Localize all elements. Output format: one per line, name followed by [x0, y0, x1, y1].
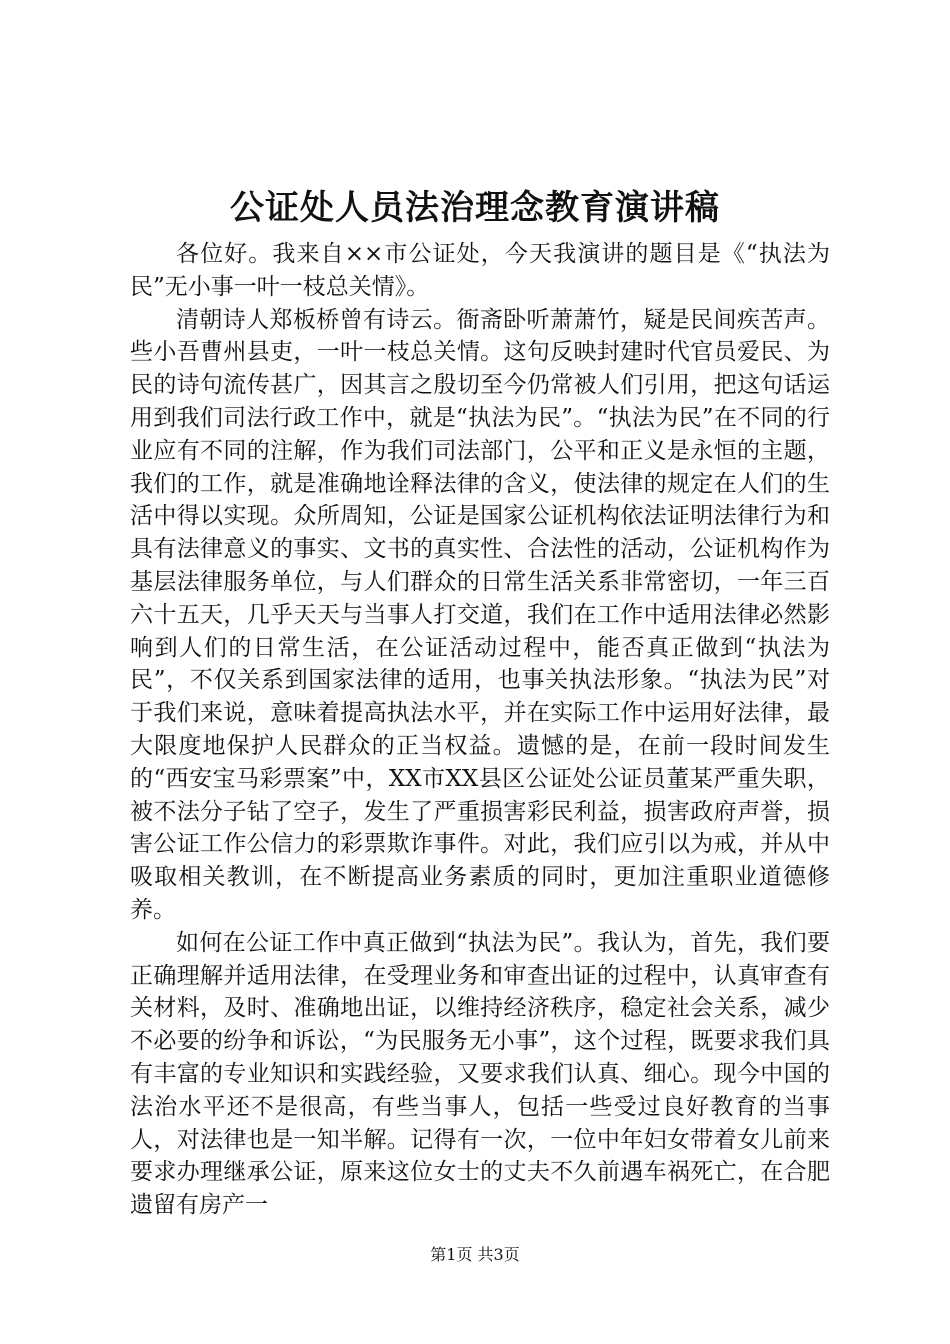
paragraph-how-to: 如何在公证工作中真正做到“执法为民”。我认为，首先，我们要正确理解并适用法律，在受理业务和审查出证的过程中，认真审查有关材料，及时、准确地出证，以维持经济秩序，稳定社会关系，减少不必要的纷争和诉讼，“为民服务无小事”，这个过程，既要求我们具有丰富的专业知识和实践经验，又要求我们认真、细心。现今中国的法治水平还不是很高，有些当事人，包括一些受过良好教育的当事人，对法律也是一知半解。记得有一次，一位中年妇女带着女儿前来要求办理继承公证，原来这位女士的丈夫不久前遇车祸死亡，在合肥遗留有房产一 — [130, 929, 830, 1219]
page-footer: 第1页 共3页 — [430, 1245, 520, 1264]
paragraph-greeting: 各位好。我来自××市公证处，今天我演讲的题目是《“执法为民”无小事一叶一枝总关情》。 — [130, 241, 830, 300]
document-title: 公证处人员法治理念教育演讲稿 — [230, 188, 720, 228]
document-body — [130, 238, 830, 1222]
paragraph-introduction: 清朝诗人郑板桥曾有诗云。衙斋卧听萧萧竹，疑是民间疾苦声。些小吾曹州县吏，一叶一枝总关情。这句反映封建时代官员爱民、为民的诗句流传甚广，因其言之殷切至今仍常被人们引用，把这句话运用到我们司法行政工作中，就是“执法为民”。“执法为民”在不同的行业应有不同的注解，作为我们司法部门，公平和正义是永恒的主题，我们的工作，就是准确地诠释法律的含义，使法律的规定在人们的生活中得以实现。众所周知，公证是国家公证机构依法证明法律行为和具有法律意义的事实、文书的真实性、合法性的活动，公证机构作为基层法律服务单位，与人们群众的日常生活关系非常密切，一年三百六十五天，几乎天天与当事人打交道，我们在工作中适用法律必然影响到人们的日常生活，在公证活动过程中，能否真正做到“执法为民”，不仅关系到国家法律的适用，也事关执法形象。“执法为民”对于我们来说，意味着提高执法水平，并在实际工作中运用好法律，最大限度地保护人民群众的正当权益。遗憾的是，在前一段时间发生的“西安宝马彩票案”中，XX市XX县区公证处公证员董某严重失职，被不法分子钻了空子，发生了严重损害彩民利益，损害政府声誉，损害公证工作公信力的彩票欺诈事件。对此，我们应引以为戒，并从中吸取相关教训，在不断提高业务素质的同时，更加注重职业道德修养。 — [130, 306, 830, 923]
